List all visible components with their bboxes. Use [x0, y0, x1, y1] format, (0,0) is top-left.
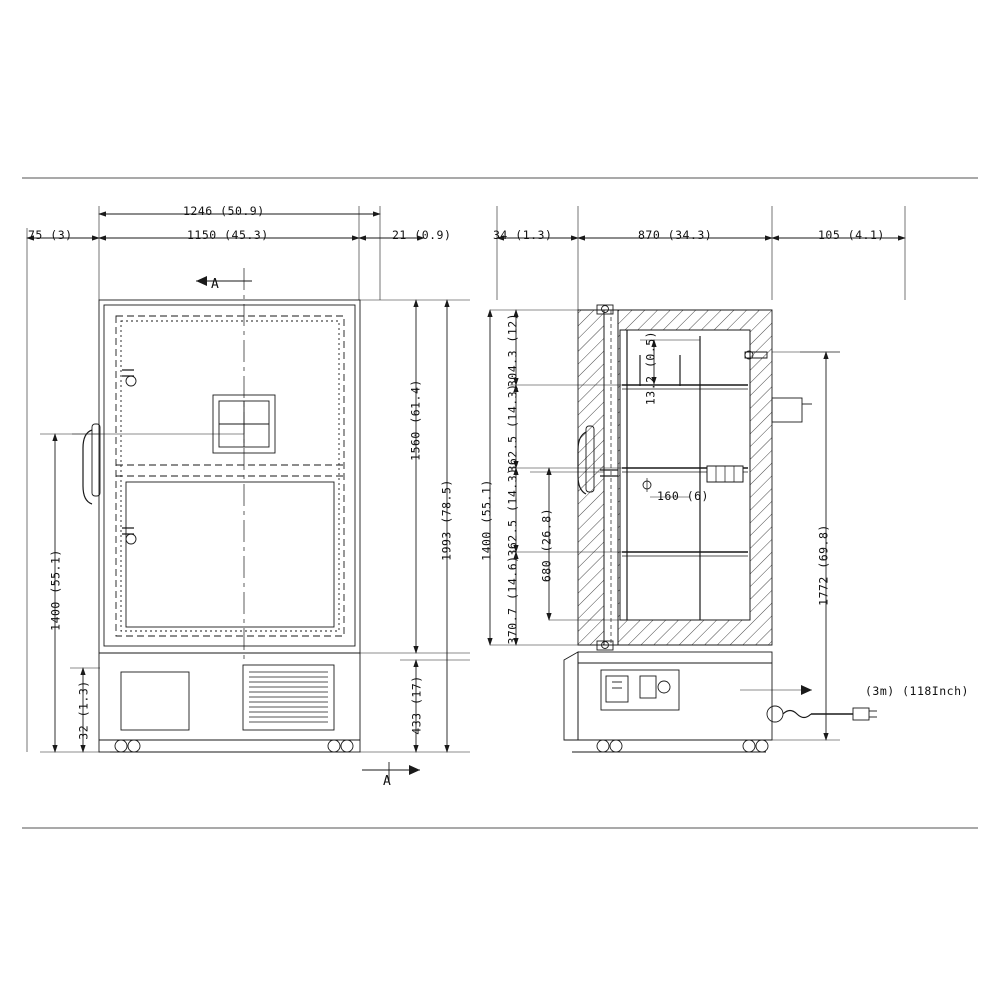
dim-overall-width: 1246 (50.9) [183, 204, 265, 218]
dim-shelf-pitch-top: 304.3 (12) [505, 312, 520, 388]
dim-cabinet-width: 1150 (45.3) [187, 228, 269, 242]
dim-front-clearance: 105 (4.1) [818, 228, 885, 242]
dim-foot-height: 32 (1.3) [76, 680, 91, 740]
dim-overall-depth-right: 1772 (69.8) [816, 524, 831, 606]
dim-left-clearance: 75 (3) [28, 228, 73, 242]
dim-cabinet-depth: 870 (34.3) [638, 228, 713, 242]
dim-right-offset: 21 (0.9) [392, 228, 452, 242]
dim-interior-depth: 1400 (55.1) [479, 479, 494, 561]
dim-rear-clearance: 34 (1.3) [493, 228, 553, 242]
dim-power-cord-length: (3m) (118Inch) [865, 684, 969, 698]
dim-handle-height: 1400 (55.1) [48, 549, 63, 631]
section-mark-a-bottom: A [383, 774, 392, 789]
dim-shelf-offset: 160 (6) [657, 489, 709, 503]
dim-interior-height: 1560 (61.4) [408, 379, 423, 461]
dim-shelf-pitch-lower: 362.5 (14.3) [505, 467, 520, 557]
section-mark-a-top: A [211, 277, 220, 292]
dim-shelf-thickness: 13.2 (0.5) [643, 330, 658, 406]
dim-base-height: 433 (17) [409, 675, 424, 735]
dim-shelf-pitch-upper: 362.5 (14.3) [505, 383, 520, 473]
dim-overall-height: 1993 (78.5) [439, 479, 454, 561]
dim-lower-compartment: 680 (26.8) [539, 507, 554, 583]
dim-shelf-pitch-bottom: 370.7 (14.6) [505, 555, 520, 645]
